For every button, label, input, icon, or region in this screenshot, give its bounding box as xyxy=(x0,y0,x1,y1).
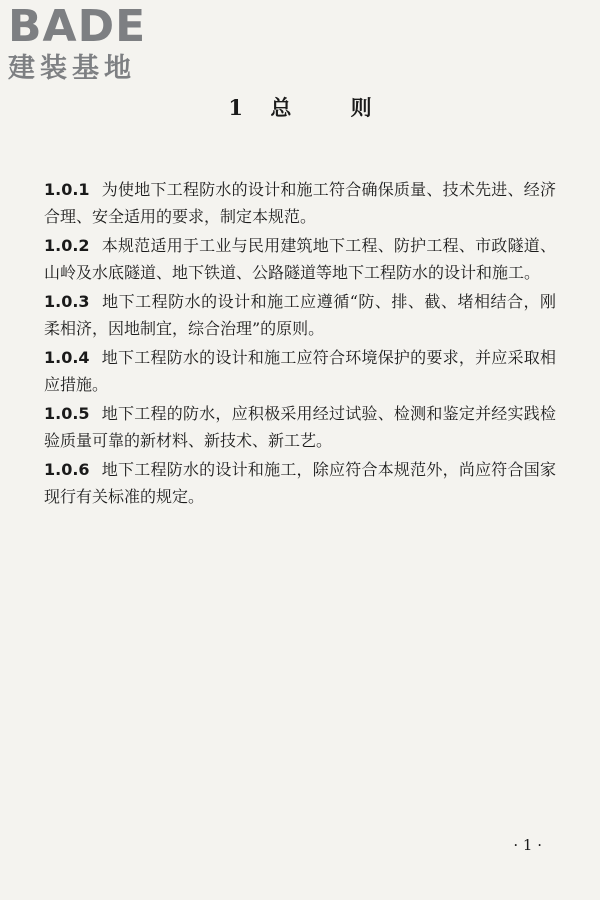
clause-number: 1.0.6 xyxy=(44,460,90,479)
clause-text: 地下工程防水的设计和施工应符合环境保护的要求，并应采取相应措施。 xyxy=(44,348,556,394)
watermark-brand: BADE xyxy=(8,1,147,52)
watermark-subtitle: 建装基地 xyxy=(8,53,136,84)
page-number: · 1 · xyxy=(513,836,542,854)
chapter-heading xyxy=(0,92,600,122)
watermark-logo xyxy=(8,1,178,86)
clause-text: 本规范适用于工业与民用建筑地下工程、防护工程、市政隧道、山岭及水底隧道、地下铁道、公路隧道等地下工程防水的设计和施工。 xyxy=(44,236,556,282)
clause xyxy=(44,288,556,342)
chapter-number: 1 xyxy=(228,95,243,120)
clause xyxy=(44,456,556,510)
clause xyxy=(44,344,556,398)
clause xyxy=(44,176,556,230)
clause xyxy=(44,400,556,454)
clause-number: 1.0.3 xyxy=(44,292,90,311)
clause-text: 地下工程防水的设计和施工应遵循“防、排、截、堵相结合，刚柔相济，因地制宜，综合治理”的原则。 xyxy=(44,292,556,338)
chapter-title-char-2: 则 xyxy=(350,95,372,120)
clause-text: 地下工程防水的设计和施工，除应符合本规范外，尚应符合国家现行有关标准的规定。 xyxy=(44,460,556,506)
clause xyxy=(44,232,556,286)
clause-text: 为使地下工程防水的设计和施工符合确保质量、技术先进、经济合理、安全适用的要求，制定本规范。 xyxy=(44,180,556,226)
clause-text: 地下工程的防水，应积极采用经过试验、检测和鉴定并经实践检验质量可靠的新材料、新技术、新工艺。 xyxy=(44,404,556,450)
clause-number: 1.0.4 xyxy=(44,348,90,367)
clause-list xyxy=(44,176,556,512)
chapter-title-char-1: 总 xyxy=(270,95,292,120)
clause-number: 1.0.1 xyxy=(44,180,90,199)
clause-number: 1.0.2 xyxy=(44,236,90,255)
clause-number: 1.0.5 xyxy=(44,404,90,423)
